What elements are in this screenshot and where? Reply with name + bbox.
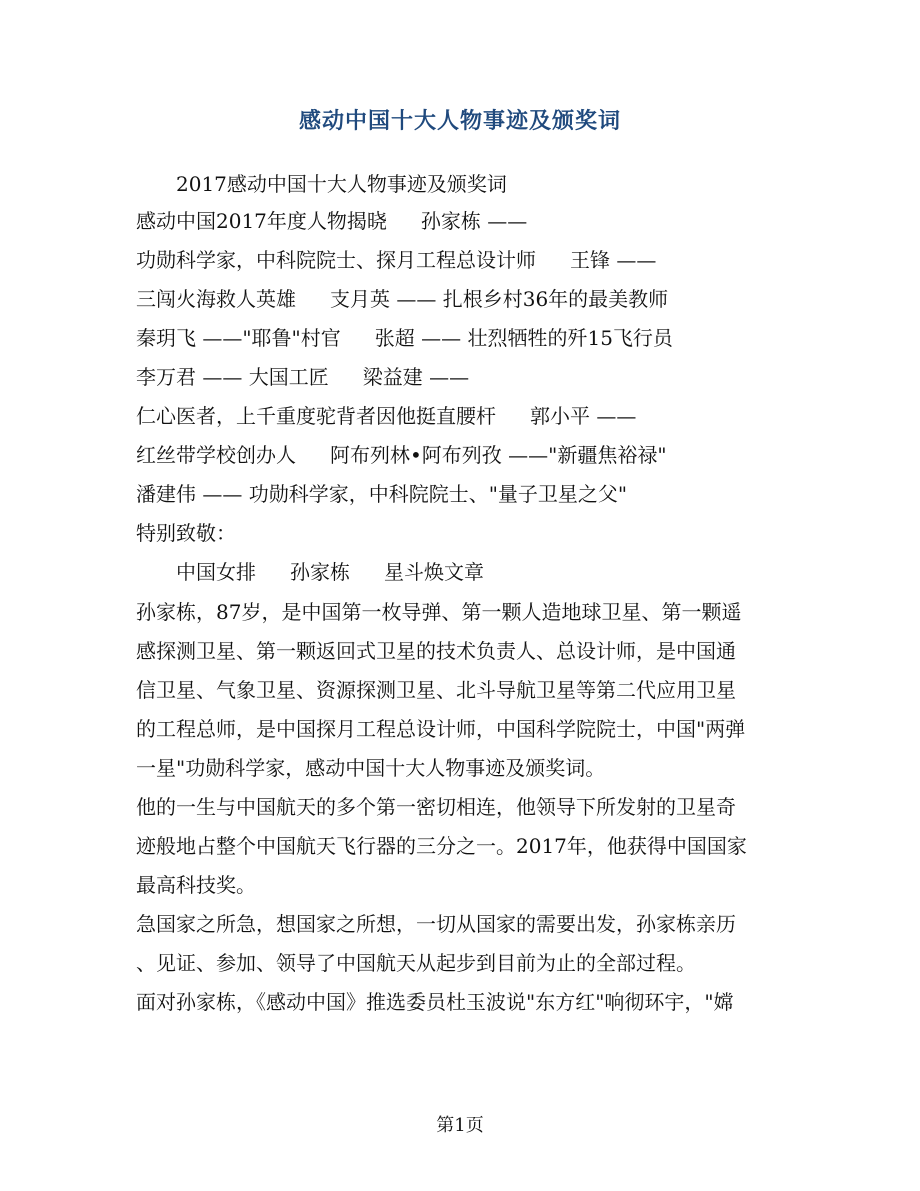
paragraph-line: 感探测卫星、第一颗返回式卫星的技术负责人、总设计师，是中国通 bbox=[136, 639, 736, 663]
list-item-text: 秦玥飞 ——"耶鲁"村官 bbox=[136, 326, 341, 350]
paragraph-line: 迹般地占整个中国航天飞行器的三分之一。2017年，他获得中国国家 bbox=[136, 834, 747, 858]
list-item bbox=[136, 246, 796, 274]
list-item-text: 三闯火海救人英雄 bbox=[136, 287, 296, 311]
list-item bbox=[136, 441, 796, 469]
list-item-text: 郭小平 —— bbox=[530, 404, 637, 428]
paragraph-line: 的工程总师，是中国探月工程总设计师，中国科学院院士，中国"两弹 bbox=[136, 717, 746, 741]
list-item-text: 功勋科学家，中科院院士、探月工程总设计师 bbox=[136, 248, 536, 272]
list-item-text: 红丝带学校创办人 bbox=[136, 443, 296, 467]
paragraph-line: 最高科技奖。 bbox=[136, 873, 256, 897]
paragraph-line: 一星"功勋科学家，感动中国十大人物事迹及颁奖词。 bbox=[136, 756, 606, 780]
page-number: 第1页 bbox=[436, 1115, 484, 1136]
document-title: 感动中国十大人物事迹及颁奖词 bbox=[298, 108, 621, 134]
document-subtitle: 2017感动中国十大人物事迹及颁奖词 bbox=[176, 172, 507, 196]
list-item-text: 仁心医者，上千重度驼背者因他挺直腰杆 bbox=[136, 404, 496, 428]
list-item-text: 梁益建 —— bbox=[362, 365, 470, 389]
list-item bbox=[136, 285, 796, 313]
list-item-text: 孙家栋 —— bbox=[420, 209, 528, 233]
list-item bbox=[136, 402, 796, 430]
paragraph-line: 他的一生与中国航天的多个第一密切相连，他领导下所发射的卫星奇 bbox=[136, 795, 736, 819]
list-item-text: 支月英 —— 扎根乡村36年的最美教师 bbox=[330, 287, 669, 311]
list-item bbox=[136, 324, 796, 352]
list-item bbox=[136, 519, 796, 547]
honor-item: 孙家栋 bbox=[290, 560, 350, 584]
honor-item: 星斗焕文章 bbox=[384, 560, 484, 584]
list-item bbox=[136, 363, 796, 391]
paragraph-line: 急国家之所急，想国家之所想，一切从国家的需要出发，孙家栋亲历 bbox=[136, 912, 736, 936]
honor-item: 中国女排 bbox=[176, 560, 256, 584]
list-item-text: 李万君 —— 大国工匠 bbox=[136, 365, 329, 389]
list-item-text: 特别致敬： bbox=[136, 521, 236, 545]
list-item-text: 王锋 —— bbox=[570, 248, 657, 272]
list-item bbox=[136, 207, 796, 235]
list-item bbox=[136, 480, 796, 508]
list-item-text: 张超 —— 壮烈牺牲的歼15飞行员 bbox=[374, 326, 673, 350]
paragraph-line: 、见证、参加、领导了中国航天从起步到目前为止的全部过程。 bbox=[136, 951, 696, 975]
paragraph-line: 孙家栋，87岁，是中国第一枚导弹、第一颗人造地球卫星、第一颗遥 bbox=[136, 600, 742, 624]
list-item-text: 阿布列林•阿布列孜 ——"新疆焦裕禄" bbox=[330, 443, 667, 467]
paragraph-line: 信卫星、气象卫星、资源探测卫星、北斗导航卫星等第二代应用卫星 bbox=[136, 678, 736, 702]
list-item-text: 潘建伟 —— 功勋科学家，中科院院士、"量子卫星之父" bbox=[136, 482, 628, 506]
special-honors-line bbox=[176, 558, 836, 586]
paragraph-line: 面对孙家栋，《感动中国》推选委员杜玉波说"东方红"响彻环宇，"嫦 bbox=[136, 990, 734, 1014]
list-item-text: 感动中国2017年度人物揭晓 bbox=[136, 209, 387, 233]
